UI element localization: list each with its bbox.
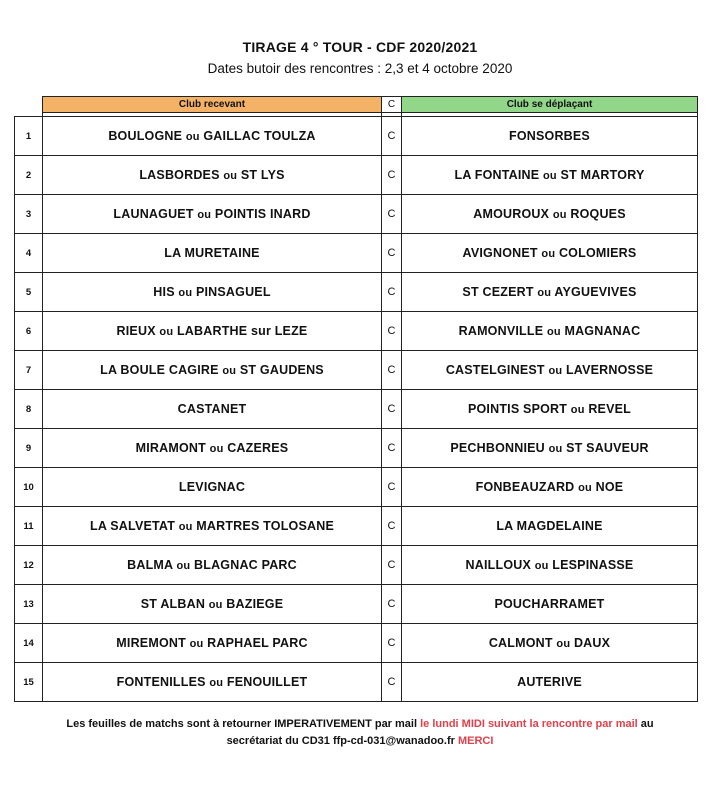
away-club-cell <box>402 195 698 234</box>
club-name: FONTENILLES <box>116 675 206 689</box>
club-name: MIREMONT <box>116 636 186 650</box>
home-club-cell <box>43 585 382 624</box>
club-name: LAUNAGUET <box>113 207 194 221</box>
match-number: 10 <box>15 468 43 507</box>
club-name: ROQUES <box>570 207 626 221</box>
or-separator: ou <box>189 638 204 650</box>
club-name: BAZIEGE <box>226 597 284 611</box>
home-club-cell <box>43 624 382 663</box>
club-name: LASBORDES <box>139 168 220 182</box>
page-title: TIRAGE 4 ° TOUR - CDF 2020/2021 <box>242 39 478 55</box>
club-name: CASTELGINEST <box>445 363 545 377</box>
c-mark-cell: C <box>382 351 402 390</box>
or-separator: ou <box>556 638 571 650</box>
club-name: ST CEZERT <box>462 285 534 299</box>
club-name: POUCHARRAMET <box>494 597 605 611</box>
club-name: CALMONT <box>488 636 553 650</box>
away-club-cell <box>402 117 698 156</box>
match-number: 13 <box>15 585 43 624</box>
home-club-cell <box>43 663 382 702</box>
match-row <box>15 546 698 585</box>
match-row <box>15 585 698 624</box>
away-club-cell <box>402 429 698 468</box>
c-mark-cell: C <box>382 390 402 429</box>
c-mark-cell: C <box>382 546 402 585</box>
match-row <box>15 351 698 390</box>
match-row <box>15 117 698 156</box>
club-name: LA MAGDELAINE <box>496 519 603 533</box>
home-club-cell <box>43 390 382 429</box>
match-row <box>15 156 698 195</box>
club-name: POINTIS SPORT <box>467 402 568 416</box>
match-number: 2 <box>15 156 43 195</box>
match-row <box>15 429 698 468</box>
or-separator: ou <box>548 443 563 455</box>
club-name: AUTERIVE <box>517 675 582 689</box>
club-name: AMOUROUX <box>473 207 550 221</box>
or-separator: ou <box>541 248 556 260</box>
club-name: POINTIS INARD <box>214 207 311 221</box>
club-name: MIRAMONT <box>135 441 206 455</box>
home-club-cell <box>43 468 382 507</box>
or-separator: ou <box>223 170 238 182</box>
c-mark-cell: C <box>382 156 402 195</box>
away-club-cell <box>402 312 698 351</box>
c-mark-cell: C <box>382 468 402 507</box>
header-blank-cell <box>15 97 43 113</box>
footer-line-1 <box>0 716 720 733</box>
club-name: LABARTHE sur LEZE <box>176 324 308 338</box>
match-row <box>15 507 698 546</box>
home-club-cell <box>43 117 382 156</box>
or-separator: ou <box>159 326 174 338</box>
footer-note <box>0 716 720 750</box>
match-number: 12 <box>15 546 43 585</box>
or-separator: ou <box>178 287 193 299</box>
match-row <box>15 468 698 507</box>
match-number: 8 <box>15 390 43 429</box>
club-name: BALMA <box>127 558 173 572</box>
club-name: REVEL <box>588 402 632 416</box>
match-number: 1 <box>15 117 43 156</box>
club-name: LA SALVETAT <box>90 519 176 533</box>
club-name: DAUX <box>573 636 611 650</box>
c-mark-cell: C <box>382 585 402 624</box>
home-club-cell <box>43 273 382 312</box>
table-header-row <box>15 97 698 113</box>
club-name: LEVIGNAC <box>178 480 246 494</box>
away-club-cell <box>402 234 698 273</box>
or-separator: ou <box>543 170 557 182</box>
club-name: ST ALBAN <box>140 597 206 611</box>
home-club-cell <box>43 234 382 273</box>
club-name: MARTRES TOLOSANE <box>196 519 334 533</box>
club-name: PINSAGUEL <box>195 285 271 299</box>
club-name: AVIGNONET <box>462 246 538 260</box>
club-name: NAILLOUX <box>465 558 532 572</box>
club-name: RAMONVILLE <box>458 324 544 338</box>
or-separator: ou <box>185 131 200 143</box>
footer-contact-email[interactable]: secrétariat du CD31 ffp-cd-031@wanadoo.fr <box>226 735 455 747</box>
footer-line-2 <box>0 733 720 750</box>
draw-table <box>14 96 698 702</box>
footer-deadline-text: le lundi MIDI suivant la rencontre par mail <box>420 718 638 730</box>
home-club-cell <box>43 546 382 585</box>
match-row <box>15 390 698 429</box>
c-mark-cell: C <box>382 663 402 702</box>
club-name: LA BOULE CAGIRE <box>100 363 219 377</box>
match-row <box>15 273 698 312</box>
match-number: 15 <box>15 663 43 702</box>
club-name: ST MARTORY <box>560 168 645 182</box>
match-number: 11 <box>15 507 43 546</box>
or-separator: ou <box>546 326 561 338</box>
footer-thanks: MERCI <box>457 735 494 747</box>
club-name: CASTANET <box>177 402 247 416</box>
away-club-cell <box>402 585 698 624</box>
or-separator: ou <box>578 482 592 494</box>
away-club-cell <box>402 468 698 507</box>
match-row <box>15 234 698 273</box>
club-name: ST SAUVEUR <box>566 441 649 455</box>
or-separator: ou <box>552 209 567 221</box>
c-mark-cell: C <box>382 507 402 546</box>
match-number: 7 <box>15 351 43 390</box>
match-number: 4 <box>15 234 43 273</box>
match-row <box>15 663 698 702</box>
club-name: FONBEAUZARD <box>475 480 575 494</box>
club-name: RIEUX <box>116 324 156 338</box>
c-column-header: C <box>382 97 402 113</box>
home-club-cell <box>43 156 382 195</box>
club-name: GAILLAC TOULZA <box>203 129 316 143</box>
or-separator: ou <box>534 560 549 572</box>
match-number: 6 <box>15 312 43 351</box>
club-name: FONSORBES <box>509 129 590 143</box>
club-name: LESPINASSE <box>552 558 634 572</box>
match-row <box>15 624 698 663</box>
home-club-cell <box>43 195 382 234</box>
club-name: NOE <box>595 480 624 494</box>
or-separator: ou <box>178 521 193 533</box>
club-name: AYGUEVIVES <box>554 285 637 299</box>
club-name: ST GAUDENS <box>239 363 324 377</box>
away-club-cell <box>402 390 698 429</box>
c-mark-cell: C <box>382 624 402 663</box>
club-name: PECHBONNIEU <box>450 441 545 455</box>
c-mark-cell: C <box>382 312 402 351</box>
or-separator: ou <box>197 209 212 221</box>
away-club-cell <box>402 156 698 195</box>
club-name: MAGNANAC <box>564 324 641 338</box>
match-number: 9 <box>15 429 43 468</box>
c-mark-cell: C <box>382 429 402 468</box>
match-row <box>15 312 698 351</box>
or-separator: ou <box>176 560 191 572</box>
club-name: BOULOGNE <box>108 129 183 143</box>
away-club-cell <box>402 273 698 312</box>
club-name: FENOUILLET <box>226 675 308 689</box>
away-club-cell <box>402 624 698 663</box>
or-separator: ou <box>570 404 585 416</box>
match-number: 5 <box>15 273 43 312</box>
or-separator: ou <box>537 287 552 299</box>
club-name: LA FONTAINE <box>454 168 540 182</box>
c-mark-cell: C <box>382 273 402 312</box>
match-row <box>15 195 698 234</box>
club-name: LA MURETAINE <box>164 246 260 260</box>
home-club-cell <box>43 429 382 468</box>
c-mark-cell: C <box>382 195 402 234</box>
home-club-cell <box>43 312 382 351</box>
club-name: HIS <box>153 285 175 299</box>
footer-text-1: Les feuilles de matchs sont à retourner IMPERATIVEMENT par mail <box>66 718 418 730</box>
club-name: COLOMIERS <box>558 246 637 260</box>
draw-table-body <box>15 117 698 702</box>
club-name: RAPHAEL PARC <box>207 636 308 650</box>
away-club-cell <box>402 546 698 585</box>
away-club-cell <box>402 351 698 390</box>
club-name: LAVERNOSSE <box>565 363 654 377</box>
home-club-cell <box>43 507 382 546</box>
match-number: 14 <box>15 624 43 663</box>
home-club-header: Club recevant <box>43 97 382 113</box>
club-name: ST LYS <box>240 168 285 182</box>
club-name: BLAGNAC PARC <box>194 558 297 572</box>
c-mark-cell: C <box>382 117 402 156</box>
or-separator: ou <box>209 443 224 455</box>
home-club-cell <box>43 351 382 390</box>
footer-text-2: au <box>640 718 654 730</box>
or-separator: ou <box>222 365 237 377</box>
c-mark-cell: C <box>382 234 402 273</box>
away-club-cell <box>402 663 698 702</box>
away-club-header: Club se déplaçant <box>402 97 698 113</box>
away-club-cell <box>402 507 698 546</box>
or-separator: ou <box>209 677 224 689</box>
or-separator: ou <box>208 599 223 611</box>
page-subtitle: Dates butoir des rencontres : 2,3 et 4 octobre 2020 <box>207 61 513 76</box>
or-separator: ou <box>548 365 563 377</box>
match-number: 3 <box>15 195 43 234</box>
club-name: CAZERES <box>227 441 289 455</box>
